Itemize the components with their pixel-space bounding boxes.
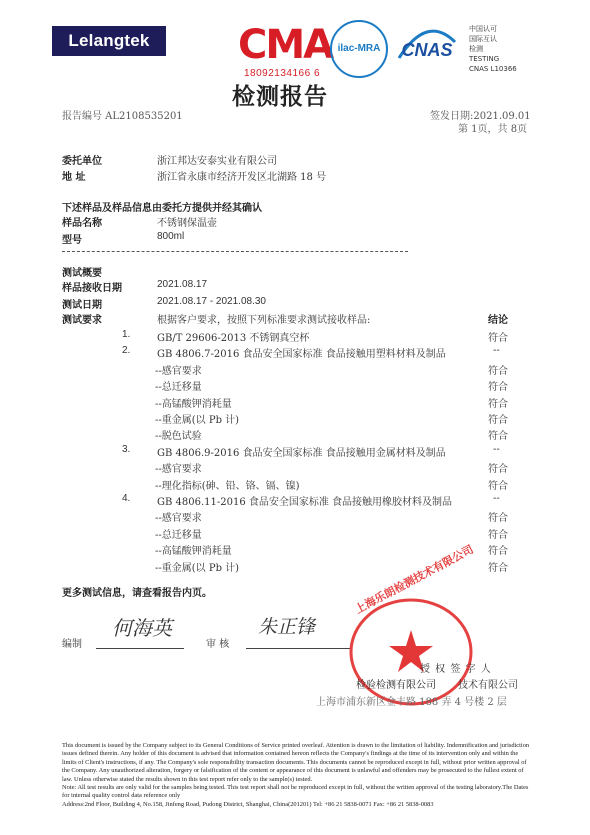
test-result: 符合 <box>488 382 508 393</box>
test-item: --重金属(以 Pb 计) <box>155 563 240 574</box>
test-date-label: 测试日期 <box>62 300 102 311</box>
test-result: 符合 <box>488 513 508 524</box>
overview-heading: 测试概要 <box>62 268 102 279</box>
test-result: -- <box>493 345 500 356</box>
sample-heading: 下述样品及样品信息由委托方提供并经其确认 <box>62 203 262 214</box>
test-item: GB/T 29606-2013 不锈钢真空杯 <box>157 333 310 344</box>
sample-name-label: 样品名称 <box>62 218 102 229</box>
issue-date: 签发日期:2021.09.01 <box>430 111 531 122</box>
test-item: --脱色试验 <box>155 431 202 442</box>
test-item: --理化指标(砷、铅、铬、镉、镍) <box>155 481 300 492</box>
test-result: 符合 <box>488 366 508 377</box>
test-date-value: 2021.08.17 - 2021.08.30 <box>157 296 266 307</box>
test-result: 符合 <box>488 563 508 574</box>
page-info: 第 1页，共 8页 <box>458 124 528 135</box>
footer-address: Address:2nd Floor, Building 4, No.158, Jinfeng Road, Pudong District, Shanghai, China(201201) Tel: +86 21 5838-0071 Fax: +86 21 5838-0083 <box>62 800 434 808</box>
cnas-logo-icon <box>393 22 461 70</box>
test-result: 符合 <box>488 431 508 442</box>
cnas-line: 检测 <box>469 45 483 53</box>
authorizer-label: 授 权 签 字 人 <box>420 664 492 675</box>
divider <box>62 251 408 252</box>
test-result: 符合 <box>488 546 508 557</box>
test-item: --总迁移量 <box>155 530 202 541</box>
test-result: 符合 <box>488 415 508 426</box>
more-info: 更多测试信息，请查看报告内页。 <box>62 588 212 599</box>
client-unit-value: 浙江邦达安泰实业有限公司 <box>157 156 277 167</box>
reviewer-signature: 朱正锋 <box>258 616 316 638</box>
test-item: GB 4806.11-2016 食品安全国家标准 食品接触用橡胶材料及制品 <box>157 497 453 508</box>
editor-label: 编制 <box>62 639 82 650</box>
report-number: 报告编号 AL2108535201 <box>62 111 183 122</box>
test-item: --感官要求 <box>155 464 202 475</box>
test-number: 3. <box>122 444 131 455</box>
client-unit-label: 委托单位 <box>62 156 102 167</box>
cnas-accreditation-text <box>469 24 539 74</box>
test-item: --感官要求 <box>155 513 202 524</box>
company-address: 上海市浦东新区金丰路 188 弄 4 号楼 2 层 <box>316 697 507 708</box>
test-requirement-value: 根据客户要求，按照下列标准要求测试接收样品: <box>157 315 371 326</box>
test-item: --高锰酸钾消耗量 <box>155 399 232 410</box>
phone-number: 18092134166 6 <box>244 68 321 79</box>
footer-paragraph: This document is issued by the Company subject to its General Conditions of Service printed overleaf. Attention is drawn to the limitation of liability. Indemnification and jurisdiction issues defined therein. Any holder of this document is advised that information contained hereon reflects the Company's findings at the time of its intervention only and within the limits of Client's instructions, if any. The Company's sole responsibility transaction documents. This documents cannot be reproduced except in full, without prior written approval of the Company. Any unauthorized alteration, forgery or falsification of the content or appearance of this document is unlawful and offenders may be prosecuted to the fullest extent of law. Unless otherwise stated the results shown in this test report refer only to the sample(s) tested. <box>62 742 530 783</box>
seal-text: 上海乐朗检测技术有限公司 <box>352 542 476 617</box>
test-result: 符合 <box>488 464 508 475</box>
test-number: 1. <box>122 329 131 340</box>
report-title: 检测报告 <box>232 84 328 110</box>
footer-paragraph: Note: All test results are only valid for the samples being tested. This test report shall not be reproduced except in full, without the written approval of the testing laboratory.The Dates for internal quality control data reference only <box>62 784 529 800</box>
test-item: --总迁移量 <box>155 382 202 393</box>
sample-name-value: 不锈钢保温壶 <box>157 218 217 229</box>
cnas-line: TESTING <box>469 55 500 63</box>
sample-model-label: 型号 <box>62 235 82 246</box>
test-item: --重金属(以 Pb 计) <box>155 415 240 426</box>
reviewer-label: 审 核 <box>206 639 230 650</box>
company-name: 检验检测有限公司 <box>356 680 436 691</box>
test-result: -- <box>493 444 500 455</box>
test-result: 符合 <box>488 530 508 541</box>
company-logo: Lelangtek <box>52 26 166 56</box>
result-header: 结论 <box>488 315 508 326</box>
reviewer-line <box>246 648 350 649</box>
editor-line <box>96 648 184 649</box>
sample-model-value: 800ml <box>157 231 185 242</box>
cnas-line: CNAS L10366 <box>469 65 517 73</box>
client-address-value: 浙江省永康市经济开发区北湖路 18 号 <box>157 172 327 183</box>
test-item: --感官要求 <box>155 366 202 377</box>
test-result: 符合 <box>488 333 508 344</box>
test-requirement-label: 测试要求 <box>62 315 102 326</box>
test-item: GB 4806.9-2016 食品安全国家标准 食品接触用金属材料及制品 <box>157 448 446 459</box>
test-number: 4. <box>122 493 131 504</box>
cnas-line: 国际互认 <box>469 35 497 43</box>
test-result: -- <box>493 493 500 504</box>
cma-logo: CMA <box>238 22 333 68</box>
test-item: GB 4806.7-2016 食品安全国家标准 食品接触用塑料材料及制品 <box>157 349 446 360</box>
receive-date-label: 样品接收日期 <box>62 283 122 294</box>
test-number: 2. <box>122 345 131 356</box>
test-result: 符合 <box>488 399 508 410</box>
receive-date-value: 2021.08.17 <box>157 279 208 290</box>
client-address-label: 地 址 <box>62 172 86 183</box>
cnas-logo-text: CNAS <box>401 40 453 60</box>
test-result: 符合 <box>488 481 508 492</box>
ilac-mra-logo <box>330 20 388 78</box>
footer-disclaimer <box>62 742 532 809</box>
editor-signature: 何海英 <box>112 616 172 640</box>
cnas-line: 中国认可 <box>469 25 497 33</box>
company-name-tail: 技术有限公司 <box>458 680 518 691</box>
ilac-logo-text: ilac-MRA <box>337 43 381 54</box>
test-item: --高锰酸钾消耗量 <box>155 546 232 557</box>
